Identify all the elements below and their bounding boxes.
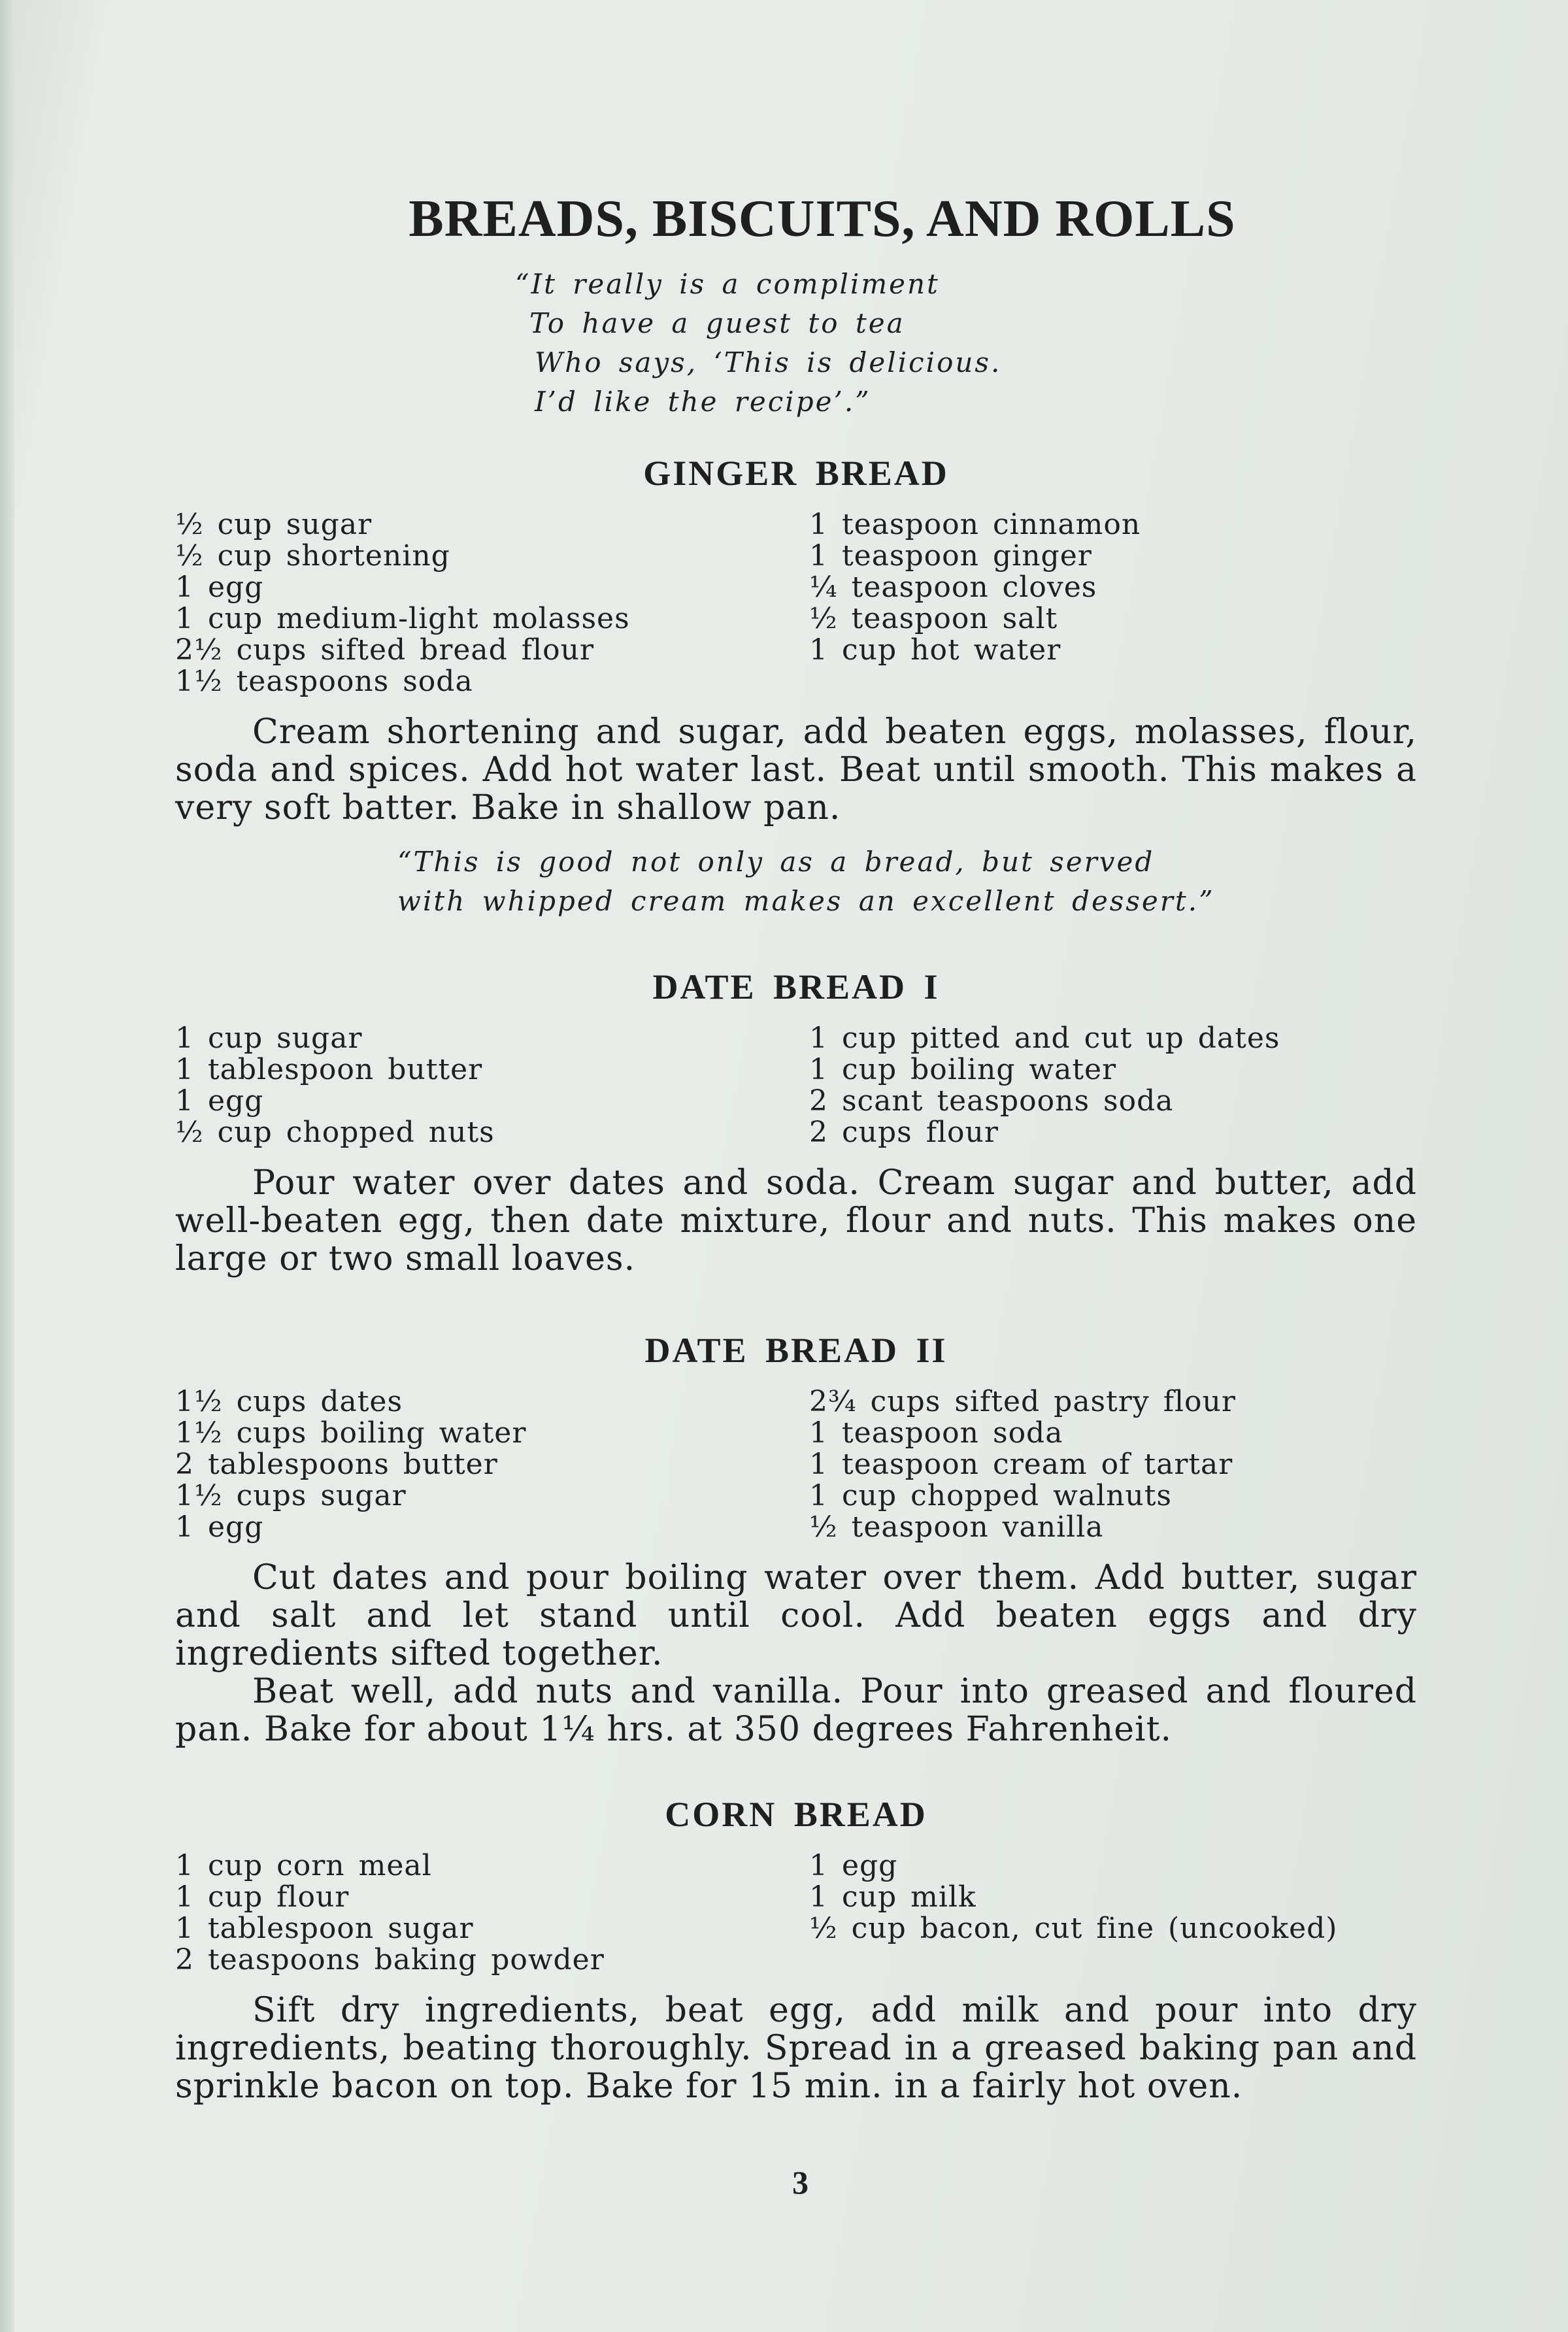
ingredient-item: 1 cup sugar: [175, 1022, 363, 1055]
ingredient-column-left: [175, 1850, 809, 1976]
ingredient-item: 2 teaspoons baking powder: [175, 1943, 605, 1976]
ingredient-item: 1½ cups dates: [175, 1385, 403, 1418]
page-title: BREADS, BISCUITS, AND ROLLS: [409, 190, 1236, 248]
ingredient-item: ½ teaspoon salt: [809, 602, 1058, 635]
poem-line: I’d like the recipe’.”: [535, 386, 871, 418]
ingredient-item: 1 tablespoon sugar: [175, 1912, 474, 1945]
ingredient-item: 2 scant teaspoons soda: [809, 1084, 1174, 1118]
recipe-directions: Beat well, add nuts and vanilla. Pour into greased and floured pan. Bake for about 1¼ hrs. at 350 degrees Fahrenheit.: [175, 1672, 1417, 1749]
ingredient-list: [175, 1023, 1417, 1148]
ingredient-item: ½ cup shortening: [175, 539, 450, 573]
ingredient-list: [175, 1850, 1417, 1976]
ingredient-column-right: [809, 1850, 1417, 1976]
ingredient-item: 1 egg: [809, 1849, 898, 1882]
ingredient-item: 1 teaspoon cream of tartar: [809, 1448, 1233, 1481]
ingredient-item: 1 cup pitted and cut up dates: [809, 1022, 1280, 1055]
poem-line: To have a guest to tea: [529, 307, 905, 339]
ingredient-item: 1 cup medium-light molasses: [175, 602, 630, 635]
recipe-directions: Cream shortening and sugar, add beaten eggs, molasses, flour, soda and spices. Add hot water last. Beat until smooth. This makes a very soft batter. Bake in shallow pan.: [175, 712, 1417, 827]
ingredient-item: 1 cup chopped walnuts: [809, 1479, 1173, 1512]
poem-line: Who says, ‘This is delicious.: [535, 346, 1002, 378]
recipe-ginger-bread: [175, 453, 1417, 921]
spacer: [175, 921, 1417, 967]
ingredient-item: 1½ cups sugar: [175, 1479, 407, 1512]
spacer: [175, 1278, 1417, 1330]
ingredient-item: 1 egg: [175, 1084, 264, 1118]
spacer: [175, 1748, 1417, 1794]
ingredient-item: 1 cup boiling water: [809, 1053, 1117, 1086]
ingredient-column-left: [175, 1023, 809, 1148]
recipe-title: DATE BREAD II: [644, 1331, 948, 1370]
ingredient-item: 1 egg: [175, 1510, 264, 1544]
ingredient-item: 1 cup milk: [809, 1880, 976, 1914]
ingredient-column-right: [809, 1386, 1417, 1543]
ingredient-item: 2½ cups sifted bread flour: [175, 633, 594, 667]
page-content: [175, 190, 1417, 2105]
recipe-quote: [175, 842, 1417, 921]
ingredient-item: 2 cups flour: [809, 1116, 999, 1149]
ingredient-item: ½ cup chopped nuts: [175, 1116, 495, 1149]
ingredient-item: 2 tablespoons butter: [175, 1448, 498, 1481]
ingredient-item: ¼ teaspoon cloves: [809, 571, 1097, 604]
ingredient-item: ½ cup bacon, cut fine (uncooked): [809, 1912, 1338, 1945]
recipe-title: CORN BREAD: [665, 1795, 927, 1834]
recipe-date-bread-1: [175, 967, 1417, 1278]
ingredient-item: ½ cup sugar: [175, 508, 373, 541]
ingredient-item: 1 teaspoon cinnamon: [809, 508, 1141, 541]
ingredient-item: 1 tablespoon butter: [175, 1053, 483, 1086]
recipe-directions: Pour water over dates and soda. Cream sugar and butter, add well-beaten egg, then date mixture, flour and nuts. This makes one large or two small loaves.: [175, 1163, 1417, 1278]
recipe-title: GINGER BREAD: [643, 454, 949, 493]
ingredient-column-left: [175, 1386, 809, 1543]
ingredient-column-right: [809, 1023, 1417, 1148]
ingredient-item: ½ teaspoon vanilla: [809, 1510, 1104, 1544]
ingredient-item: 1 cup flour: [175, 1880, 350, 1914]
poem-line: “It really is a compliment: [515, 268, 940, 300]
recipe-directions: Sift dry ingredients, beat egg, add milk and pour into dry ingredients, beating thoroughly. Spread in a greased baking pan and sprinkle bacon on top. Bake for 15 min. in a fairly hot oven.: [175, 1991, 1417, 2106]
quote-line: “This is good not only as a bread, but served: [397, 846, 1155, 878]
ingredient-item: 1 teaspoon soda: [809, 1416, 1063, 1450]
ingredient-column-left: [175, 509, 809, 697]
quote-line: with whipped cream makes an excellent dessert.”: [397, 885, 1215, 917]
ingredient-item: 1 teaspoon ginger: [809, 539, 1092, 573]
ingredient-item: 1 egg: [175, 571, 264, 604]
ingredient-list: [175, 509, 1417, 697]
ingredient-column-right: [809, 509, 1417, 697]
page-number: 3: [792, 2164, 809, 2201]
ingredient-item: 2¾ cups sifted pastry flour: [809, 1385, 1236, 1418]
ingredient-item: 1 cup hot water: [809, 633, 1061, 667]
ingredient-item: 1½ cups boiling water: [175, 1416, 527, 1450]
recipe-date-bread-2: [175, 1330, 1417, 1748]
epigraph-poem: [515, 265, 1012, 422]
recipe-title: DATE BREAD I: [652, 967, 940, 1007]
ingredient-item: 1 cup corn meal: [175, 1849, 432, 1882]
ingredient-item: 1½ teaspoons soda: [175, 665, 473, 698]
recipe-corn-bread: [175, 1794, 1417, 2105]
ingredient-list: [175, 1386, 1417, 1543]
page-spine-shadow: [0, 0, 14, 2332]
recipe-directions: Cut dates and pour boiling water over them. Add butter, sugar and salt and let stand until cool. Add beaten eggs and dry ingredients sifted together.: [175, 1558, 1417, 1673]
